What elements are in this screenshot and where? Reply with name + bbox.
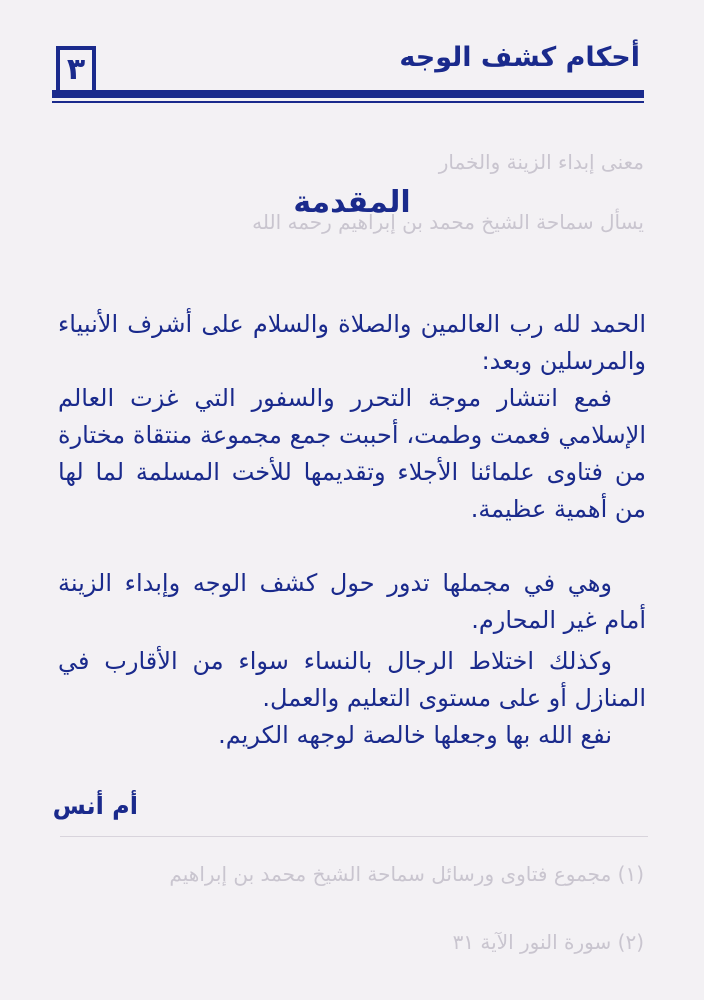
paragraph: نفع الله بها وجعلها خالصة لوجهه الكريم. [218,721,612,749]
paragraph: فمع انتشار موجة التحرر والسفور التي غزت العالم الإسلامي فعمت وطمت، أحببت جمع مجموعة منتقاة مختارة من فتاوى علمائنا الأجلاء وتقديمها للأخت المسلمة لما لها من أهمية عظيمة. [58,384,646,523]
section-heading: المقدمة [293,185,411,220]
bleed-through-line: (١) مجموع فتاوى ورسائل سماحة الشيخ محمد بن إبراهيم [169,862,644,886]
header-rule-thick [52,90,644,98]
bleed-through-line: معنى إبداء الزينة والخمار [438,150,644,174]
paragraph: وكذلك اختلاط الرجال بالنساء سواء من الأقارب في المنازل أو على مستوى التعليم والعمل. [58,647,646,712]
paragraph: وهي في مجملها تدور حول كشف الوجه وإبداء الزينة أمام غير المحارم. [58,569,646,634]
page-number: ٣ [56,46,96,94]
paragraph: الحمد لله رب العالمين والصلاة والسلام على أشرف الأنبياء والمرسلين وبعد: [58,310,646,375]
bleed-through-line: يسأل سماحة الشيخ محمد بن إبراهيم رحمه الله [252,210,644,234]
header-rule-thin [52,101,644,103]
footnote-divider [60,836,648,837]
bleed-through-line: (٢) سورة النور الآية ٣١ [452,930,644,954]
author-signature: أم أنس [52,792,138,820]
running-header-title: أحكام كشف الوجه [399,42,640,73]
